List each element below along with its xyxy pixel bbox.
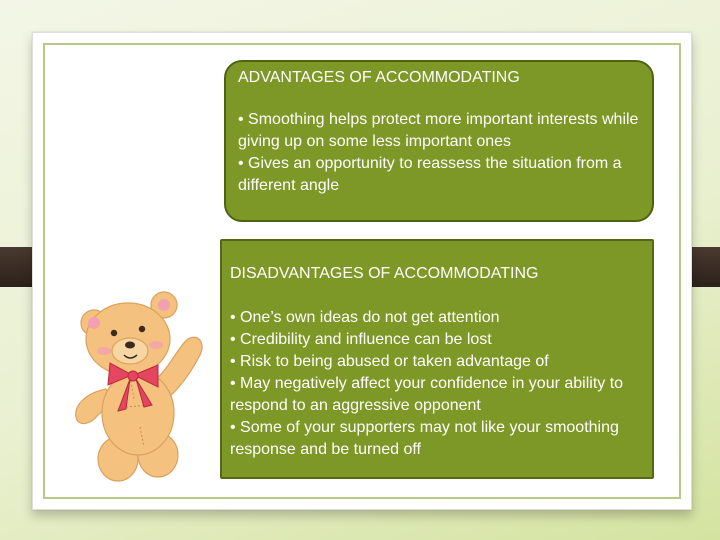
advantages-list [238,109,642,197]
disadvantages-item: • Some of your supporters may not like your smoothing response and be turned off [230,419,619,458]
bear-ear-inner-left [88,317,100,329]
disadvantages-box [220,239,654,479]
bear-cheek-left [97,347,111,355]
advantages-box [224,60,654,222]
disadvantages-heading: DISADVANTAGES OF ACCOMMODATING [230,265,539,282]
teddy-bear-image [60,287,210,487]
disadvantages-item: • Credibility and influence can be lost [230,331,492,348]
disadvantages-list [230,307,640,461]
advantages-item: • Gives an opportunity to reassess the situation from a different angle [238,155,622,194]
bear-eye-left [111,330,117,336]
bear-ear-inner-right [158,299,170,311]
disadvantages-item: • One’s own ideas do not get attention [230,309,500,326]
disadvantages-item: • Risk to being abused or taken advantage of [230,353,549,370]
bear-nose [125,342,135,349]
disadvantages-item: • May negatively affect your confidence in your ability to respond to an aggressive opponent [230,375,624,414]
teddy-bear-illustration [60,287,210,487]
bear-eye-right [139,326,145,332]
advantages-heading: ADVANTAGES OF ACCOMMODATING [238,69,520,86]
advantages-item: • Smoothing helps protect more important interests while giving up on some less important ones [238,111,639,150]
bear-cheek-right [149,341,163,349]
